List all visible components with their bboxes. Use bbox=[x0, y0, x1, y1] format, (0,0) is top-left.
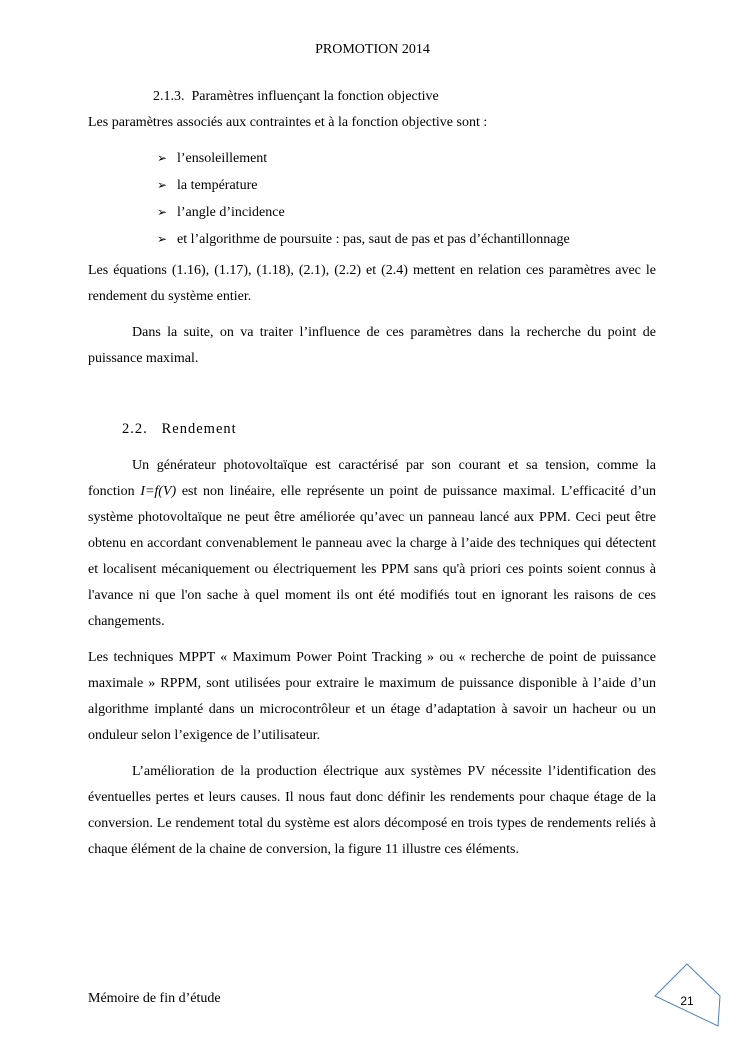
formula: I=f(V) bbox=[140, 484, 177, 499]
equations-paragraph: Les équations (1.16), (1.17), (1.18), (2.1), (2.2) et (2.4) mettent en relation ces paramètres avec le rendement du système entier. bbox=[88, 263, 656, 304]
page-header: PROMOTION 2014 bbox=[315, 42, 430, 57]
arrowhead-bullet-icon: ➢ bbox=[157, 205, 168, 219]
list-item: ➢ et l’algorithme de poursuite : pas, saut de pas et pas d’échantillonnage bbox=[157, 226, 570, 253]
generator-paragraph: Un générateur photovoltaïque est caractérisé par son courant et sa tension, comme la fonction I=f(V) est non linéaire, elle représente un point de puissance maximal. L’efficacité d’un système photovoltaïque ne peut être améliorée qu’avec un panneau lancé aux PPM. Ceci peut être obtenu en accordant convenablement le panneau avec la charge à l’aide des techniques qui détectent et localisent mécaniquement ou électriquement les PPM sans qu'à priori ces points soient connus à l'avance ni que l'on sache à quel moment ils ont été modifiés tout en ignorant les raisons de ces changements. bbox=[88, 458, 657, 629]
list-item: ➢ l’ensoleillement bbox=[157, 145, 570, 172]
section-heading bbox=[122, 421, 237, 438]
arrowhead-bullet-icon: ➢ bbox=[157, 232, 168, 246]
list-item: ➢ la température bbox=[157, 172, 570, 199]
suite-paragraph: Dans la suite, on va traiter l’influence de ces paramètres dans la recherche du point de puissance maximal. bbox=[88, 325, 656, 366]
list-item: ➢ l’angle d’incidence bbox=[157, 199, 570, 226]
subsection-title: Paramètres influençant la fonction objective bbox=[191, 89, 439, 104]
section-number: 2.2. bbox=[122, 421, 148, 437]
bullet-list bbox=[157, 145, 570, 253]
arrowhead-bullet-icon: ➢ bbox=[157, 151, 168, 165]
section-title: Rendement bbox=[161, 421, 237, 437]
page-number: 21 bbox=[680, 994, 694, 1008]
mppt-paragraph: Les techniques MPPT « Maximum Power Point Tracking » ou « recherche de point de puissance maximale » RPPM, sont utilisées pour extraire le maximum de puissance disponible à l’aide d’un algorithme implanté dans un microcontrôleur et un étage d’adaptation à savoir un hacheur ou un onduleur selon l’exigence de l’utilisateur. bbox=[88, 650, 656, 743]
footer-title: Mémoire de fin d’étude bbox=[88, 991, 221, 1006]
subsection-heading bbox=[153, 89, 439, 105]
arrowhead-bullet-icon: ➢ bbox=[157, 178, 168, 192]
improvement-paragraph: L’amélioration de la production électrique aux systèmes PV nécessite l’identification des éventuelles pertes et leurs causes. Il nous faut donc définir les rendements pour chaque étage de la conversion. Le rendement total du système est alors décomposé en trois types de rendements reliés à chaque élément de la chaine de conversion, la figure 11 illustre ces éléments. bbox=[88, 764, 656, 857]
subsection-number: 2.1.3. bbox=[153, 89, 185, 104]
intro-paragraph: Les paramètres associés aux contraintes et à la fonction objective sont : bbox=[88, 115, 488, 130]
